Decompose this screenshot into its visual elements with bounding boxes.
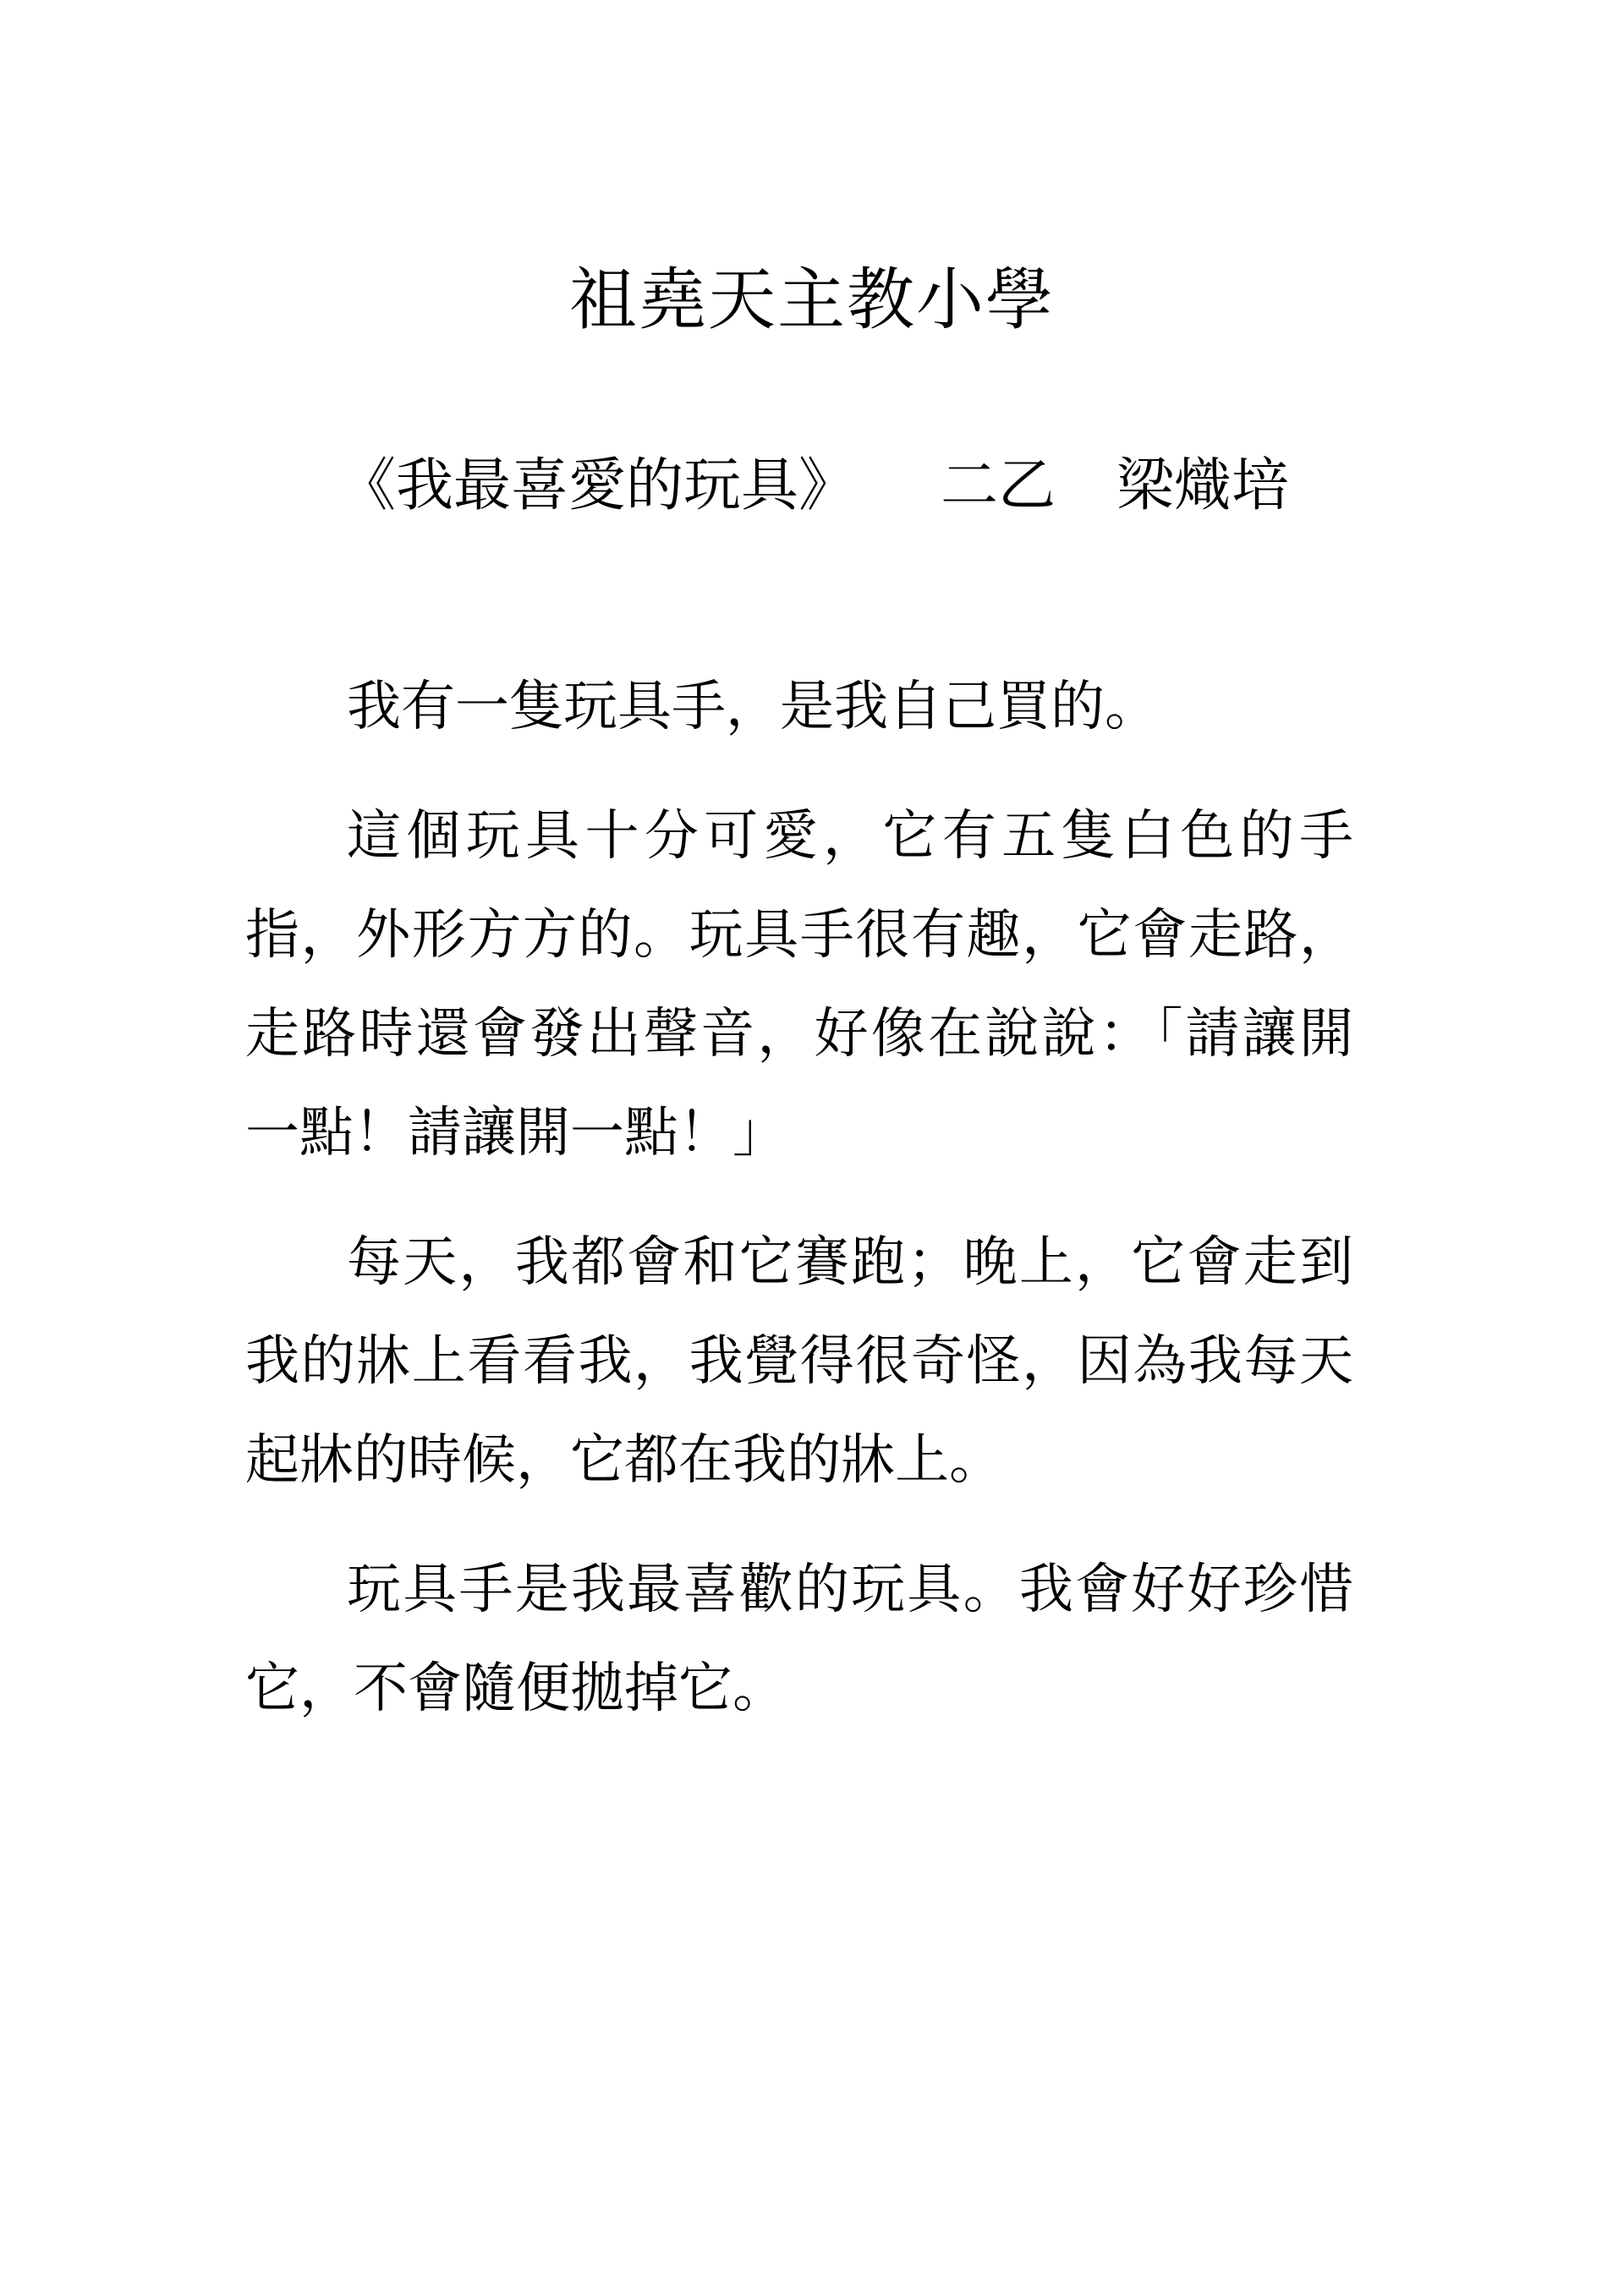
essay-paragraph: 每天，我都會和它賽跑；晚上，它會走到我的牀上看看我，我覺得很奇怪，因為我每天起牀的時候，它都在我的牀上。 — [245, 1231, 1353, 1492]
essay-paragraph: 我有一隻玩具手，是我自己買的。 — [347, 676, 1159, 738]
essay-paragraph: 這個玩具十分可愛，它有五隻白色的手指，外形方方的。玩具手很有趣，它會走路，走路時還會發出聲音，好像在說說：「請讓開一點！請讓開一點！」 — [245, 805, 1353, 1164]
student-name: 梁熾培 — [1116, 452, 1290, 519]
school-name: 祖堯天主教小學 — [569, 260, 1055, 339]
essay-title: 《我最喜愛的玩具》 — [338, 452, 857, 519]
essay-body — [245, 658, 1353, 1769]
student-class: 二乙 — [941, 452, 1056, 519]
essay-paragraph: 玩具手是我最喜歡的玩具。我會好好珍惜它，不會隨便拋掉它。 — [245, 1559, 1353, 1720]
essay-header — [338, 444, 1289, 529]
